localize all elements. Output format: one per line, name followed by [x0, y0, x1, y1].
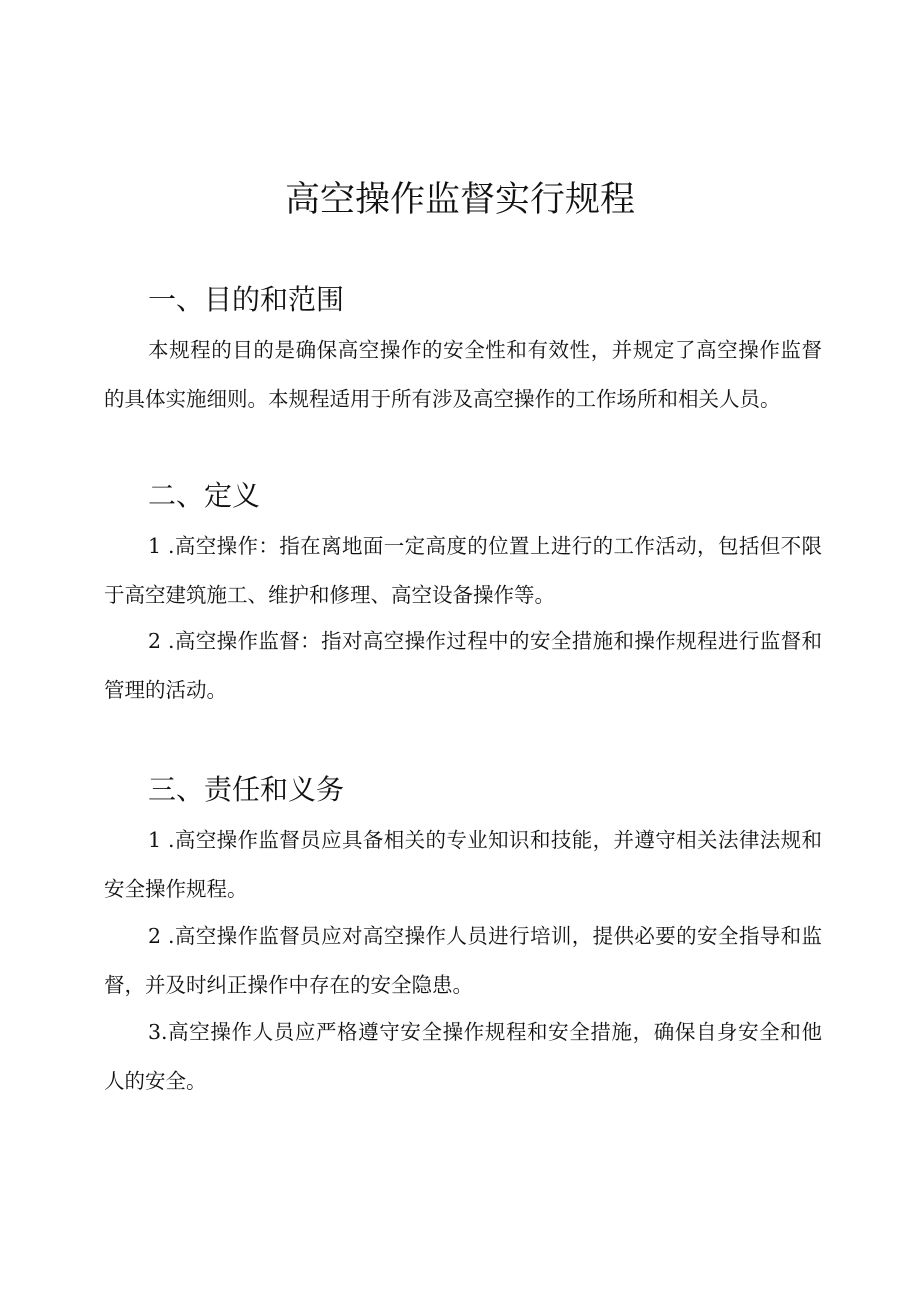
section-heading-definitions: 二、定义 [148, 479, 261, 512]
paragraph-responsibility-2: 2 .高空操作监督员应对高空操作人员进行培训，提供必要的安全指导和监督，并及时纠正操作中存在的安全隐患。 [104, 924, 822, 997]
paragraph-purpose-scope: 本规程的目的是确保高空操作的安全性和有效性，并规定了高空操作监督的具体实施细则。本规程适用于所有涉及高空操作的工作场所和相关人员。 [104, 338, 822, 411]
section-heading-responsibilities: 三、责任和义务 [148, 773, 345, 806]
paragraph-definition-2: 2 .高空操作监督：指对高空操作过程中的安全措施和操作规程进行监督和管理的活动。 [104, 629, 822, 702]
section-heading-purpose-scope: 一、目的和范围 [148, 283, 345, 316]
paragraph-definition-1: 1 .高空操作：指在离地面一定高度的位置上进行的工作活动，包括但不限于高空建筑施工、维护和修理、高空设备操作等。 [104, 534, 822, 607]
paragraph-responsibility-1: 1 .高空操作监督员应具备相关的专业知识和技能，并遵守相关法律法规和安全操作规程。 [104, 828, 822, 901]
paragraph-responsibility-3: 3.高空操作人员应严格遵守安全操作规程和安全措施，确保自身安全和他人的安全。 [104, 1020, 822, 1093]
document-title: 高空操作监督实行规程 [284, 180, 635, 220]
